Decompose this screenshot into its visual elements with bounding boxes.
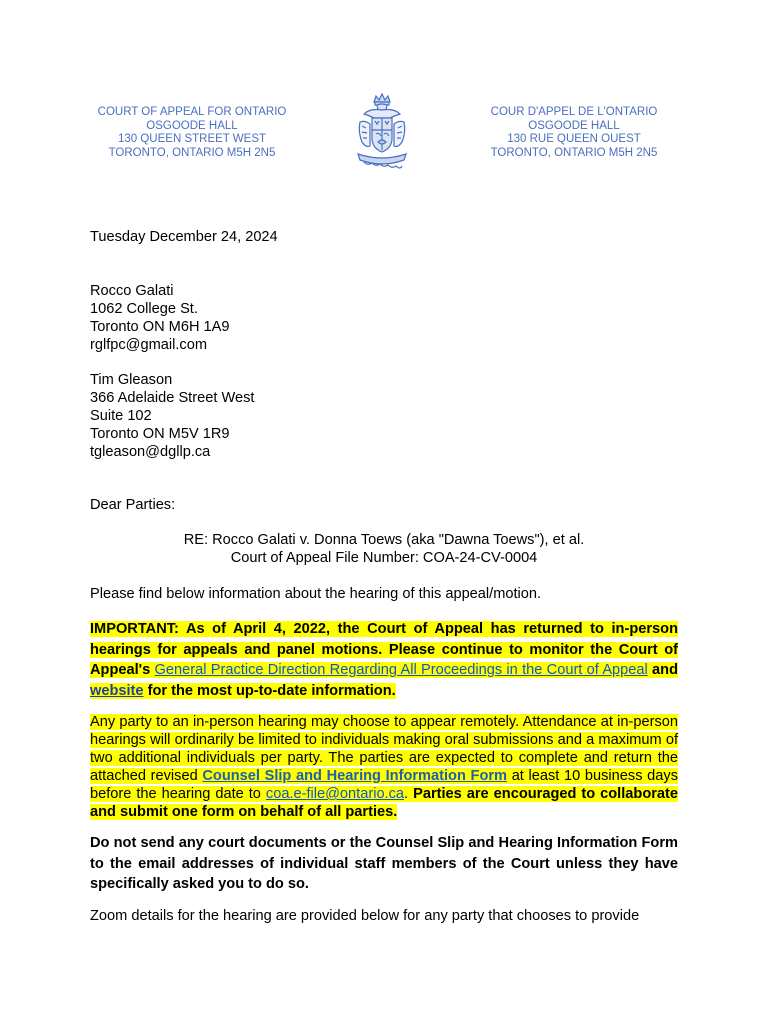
- coat-of-arms-icon: [350, 92, 414, 172]
- letterhead-french: [462, 106, 686, 160]
- remote-text-1: Any party to an in-person hearing may choose to appear remotely. Attendance at in-person hearings will ordinarily be limited to individuals making oral submissions and a maximum of two additional individuals per party. The parties are expected to complete and return the attached revised: [90, 714, 678, 784]
- remote-text-3: .: [404, 786, 414, 802]
- important-text-2: and: [647, 662, 679, 678]
- recipient-name: Rocco Galati: [90, 283, 174, 299]
- letterhead-line: OSGOODE HALL: [146, 119, 238, 132]
- recipient-street: 1062 College St.: [90, 301, 198, 317]
- letterhead: [0, 106, 768, 178]
- important-notice: [90, 619, 678, 701]
- recipient-suite: Suite 102: [90, 408, 152, 424]
- efile-email-link[interactable]: coa.e-file@ontario.ca: [265, 786, 405, 802]
- letterhead-line: 130 QUEEN STREET WEST: [117, 133, 267, 146]
- counsel-slip-link[interactable]: Counsel Slip and Hearing Information Form: [202, 768, 508, 784]
- letterhead-line: TORONTO, ONTARIO M5H 2N5: [490, 146, 658, 159]
- recipient-name: Tim Gleason: [90, 372, 173, 388]
- important-text-1: IMPORTANT: As of April 4, 2022, the Court of Appeal has returned to in-person hearings for appeals and panel motions. Please continue to monitor the Court of Appeal's: [90, 621, 678, 678]
- remote-text-2: at least 10 business days before the hearing date to: [90, 768, 678, 802]
- re-case-name: RE: Rocco Galati v. Donna Toews (aka "Dawna Toews"), et al.: [183, 532, 585, 548]
- recipient-city: Toronto ON M5V 1R9: [90, 426, 230, 442]
- collaborate-note: Parties are encouraged to collaborate and submit one form on behalf of all parties.: [90, 786, 679, 820]
- website-link[interactable]: website: [90, 682, 144, 699]
- letterhead-line: COURT OF APPEAL FOR ONTARIO: [97, 106, 287, 118]
- letter-date: Tuesday December 24, 2024: [90, 229, 278, 245]
- letterhead-line: 130 RUE QUEEN OUEST: [507, 133, 641, 146]
- salutation: Dear Parties:: [90, 497, 176, 513]
- important-text: [90, 621, 678, 699]
- recipient-email: tgleason@dgllp.ca: [90, 444, 211, 460]
- remote-attendance-paragraph: [90, 713, 678, 821]
- letterhead-line: TORONTO, ONTARIO M5H 2N5: [108, 146, 276, 159]
- practice-direction-link[interactable]: General Practice Direction Regarding All Proceedings in the Court of Appeal: [154, 662, 648, 678]
- remote-text: [90, 714, 678, 820]
- letterhead-english: [82, 106, 302, 160]
- re-line: [90, 531, 678, 567]
- zoom-paragraph: Zoom details for the hearing are provided below for any party that chooses to provide: [90, 908, 640, 924]
- recipient-street: 366 Adelaide Street West: [90, 390, 255, 406]
- recipient-address-1: [90, 282, 678, 354]
- no-send-notice: Do not send any court documents or the Counsel Slip and Hearing Information Form to the email addresses of individual staff members of the Court unless they have specifically asked you to do so.: [90, 835, 678, 892]
- letterhead-line: OSGOODE HALL: [528, 119, 620, 132]
- important-text-3: for the most up-to-date information.: [143, 682, 396, 699]
- recipient-email: rglfpc@gmail.com: [90, 337, 207, 353]
- letterhead-line: COUR D'APPEL DE L'ONTARIO: [490, 106, 658, 118]
- recipient-address-2: [90, 371, 678, 461]
- recipient-city: Toronto ON M6H 1A9: [90, 319, 230, 335]
- re-file-number: Court of Appeal File Number: COA-24-CV-0004: [230, 550, 538, 566]
- intro-paragraph: Please find below information about the hearing of this appeal/motion.: [90, 586, 542, 602]
